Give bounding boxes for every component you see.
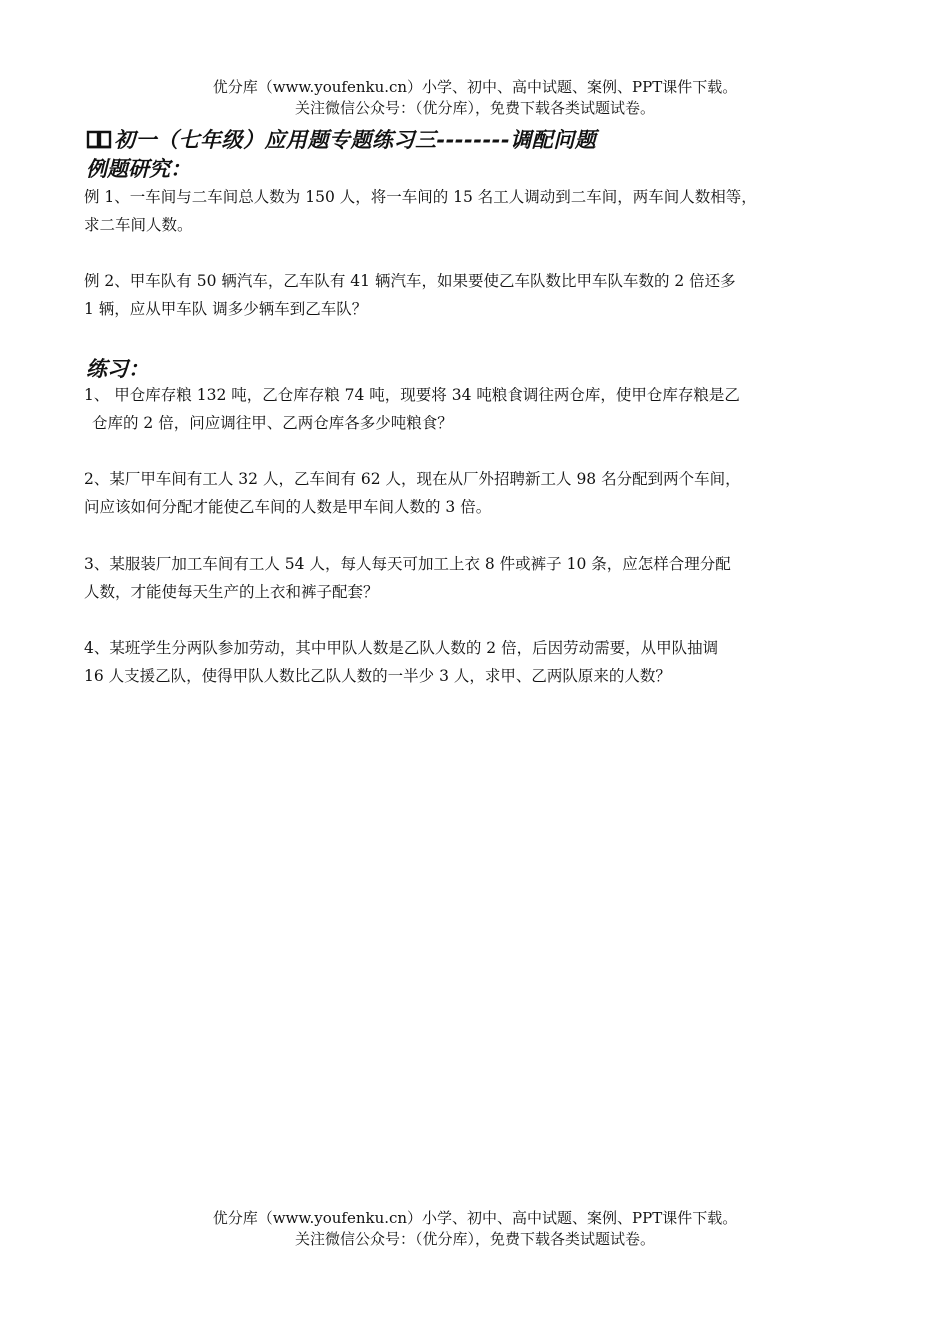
practice-3: [84, 550, 884, 606]
page-header: [0, 77, 950, 119]
practice-1-line-2: 仓库的 2 倍，问应调往甲、乙两仓库各多少吨粮食？: [92, 414, 453, 432]
example-2-line-1: 例 2、甲车队有 50 辆汽车，乙车队有 41 辆汽车，如果要使乙车队数比甲车队车数的 2 倍还多: [84, 272, 736, 290]
example-2: [84, 267, 884, 323]
practice-4: [84, 634, 884, 690]
practice-1: [84, 381, 884, 437]
header-line-1: 优分库（www.youfenku.cn）小学、初中、高中试题、案例、PPT课件下载。: [212, 78, 738, 96]
practice-2-line-1: 2、某厂甲车间有工人 32 人，乙车间有 62 人，现在从厂外招聘新工人 98 名分配到两个车间，: [84, 470, 741, 488]
header-line-2: 关注微信公众号：（优分库），免费下载各类试题试卷。: [294, 99, 655, 117]
example-2-line-2: 1 辆，应从甲车队 调多少辆车到乙车队？: [84, 300, 368, 318]
practice-3-line-2: 人数，才能使每天生产的上衣和裤子配套？: [84, 583, 379, 601]
footer-line-1: 优分库（www.youfenku.cn）小学、初中、高中试题、案例、PPT课件下载。: [212, 1209, 738, 1227]
document-title: [86, 124, 596, 154]
document-title-text: 初一（七年级）应用题专题练习三--------调配问题: [114, 128, 597, 152]
practice-4-line-2: 16 人支援乙队，使得甲队人数比乙队人数的一半少 3 人，求甲、乙两队原来的人数？: [84, 667, 671, 685]
practice-2: [84, 465, 884, 521]
practice-3-line-1: 3、某服装厂加工车间有工人 54 人，每人每天可加工上衣 8 件或裤子 10 条，应怎样合理分配: [84, 555, 731, 573]
example-1-line-1: 例 1、一车间与二车间总人数为 150 人，将一车间的 15 名工人调动到二车间，两车间人数相等，: [84, 188, 757, 206]
page-footer: [0, 1208, 950, 1250]
practice-2-line-2: 问应该如何分配才能使乙车间的人数是甲车间人数的 3 倍。: [84, 498, 492, 516]
example-1-line-2: 求二车间人数。: [84, 216, 193, 234]
practice-4-line-1: 4、某班学生分两队参加劳动，其中甲队人数是乙队人数的 2 倍，后因劳动需要，从甲队抽调: [84, 639, 719, 657]
book-icon: [86, 129, 112, 149]
footer-line-2: 关注微信公众号：（优分库），免费下载各类试题试卷。: [294, 1230, 655, 1248]
practice-heading: 练习：: [86, 357, 149, 381]
examples-heading: 例题研究：: [86, 157, 191, 181]
practice-1-line-1: 1、 甲仓库存粮 132 吨，乙仓库存粮 74 吨，现要将 34 吨粮食调往两仓库，使甲仓库存粮是乙: [84, 386, 740, 404]
example-1: [84, 183, 884, 239]
